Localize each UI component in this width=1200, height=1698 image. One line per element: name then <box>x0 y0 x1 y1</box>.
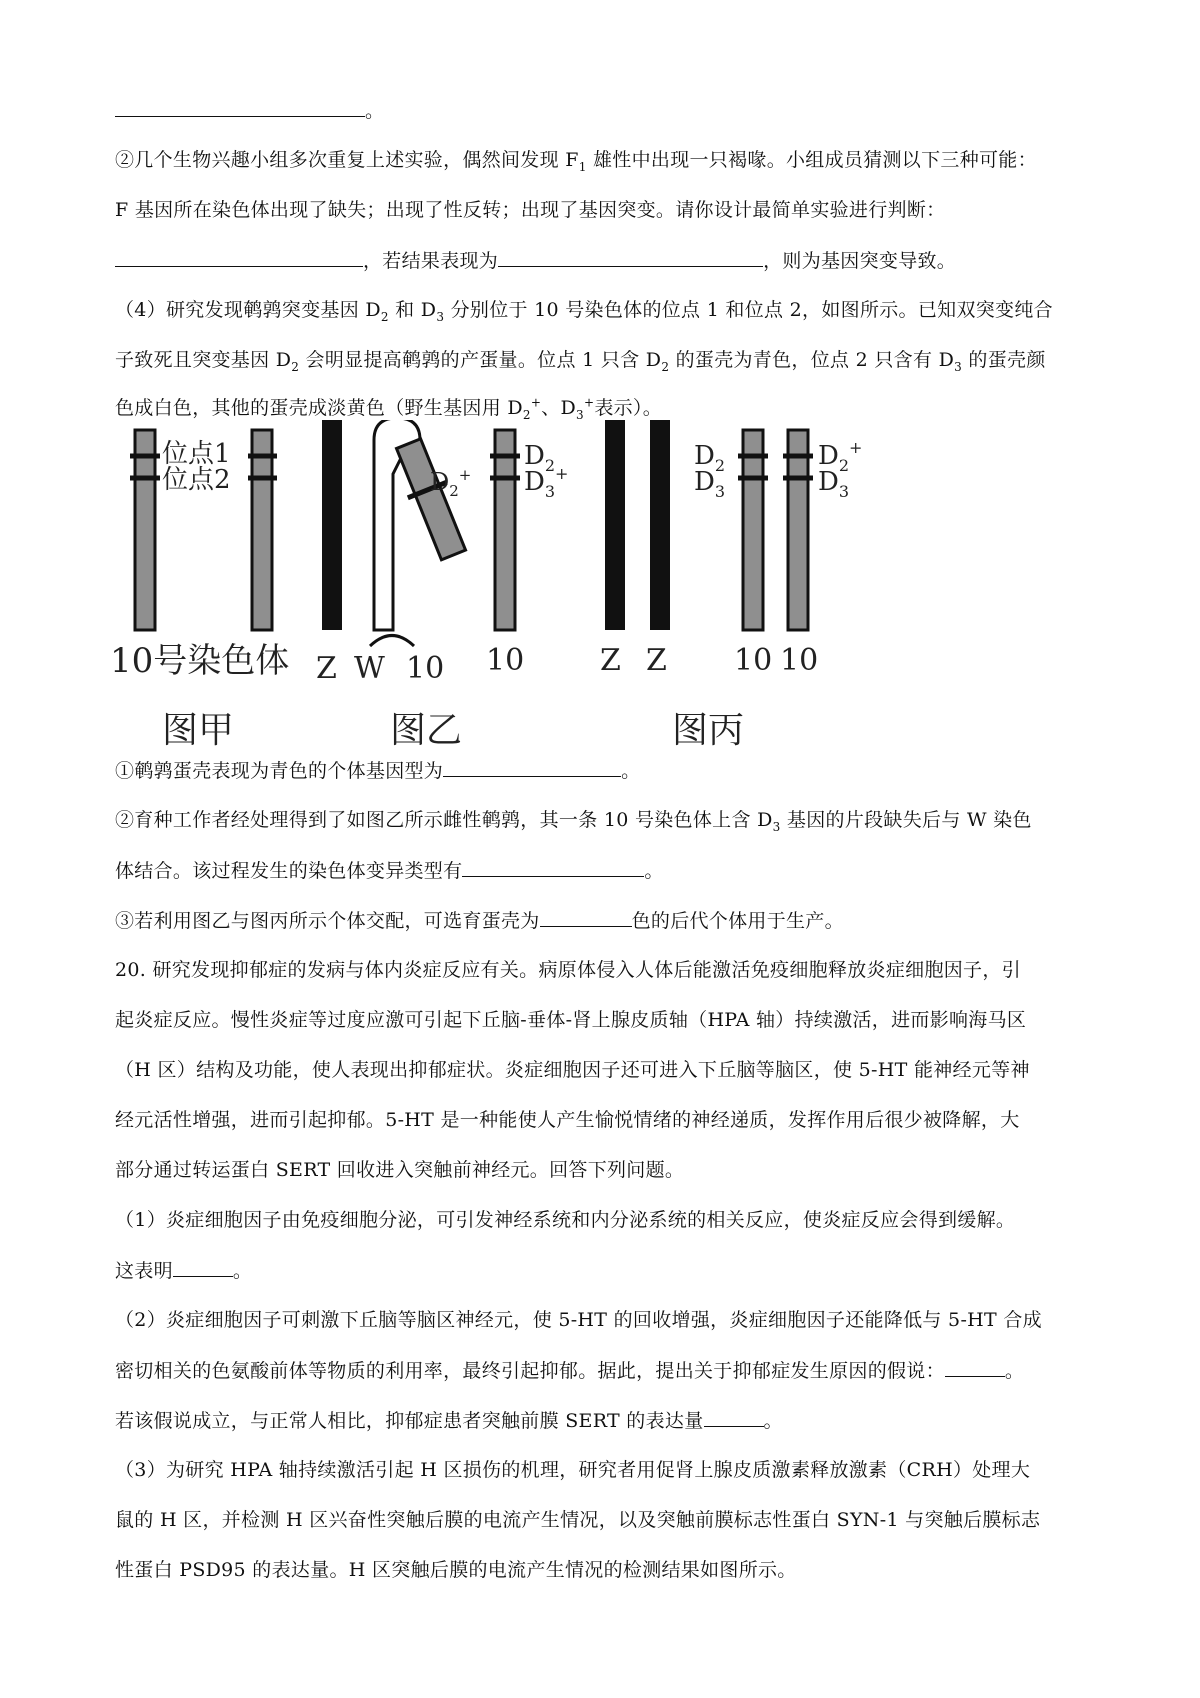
sub-question-1: ①鹌鹑蛋壳表现为青色的个体基因型为 。 <box>115 756 1100 785</box>
sub-question-3: ③若利用图乙与图丙所示个体交配，可选育蛋壳为 色的后代个体用于生产。 <box>115 906 1100 935</box>
figure-bing <box>600 420 862 750</box>
z-label-1: Z <box>600 643 621 678</box>
q20-part-3-line-1: （3）为研究 HPA 轴持续激活引起 H 区损伤的机理，研究者用促肾上腺皮质激素释放激素（CRH）处理大 <box>115 1459 1031 1481</box>
fused-10-fragment <box>389 436 473 563</box>
z-chromosome <box>322 420 342 630</box>
answer-blank[interactable] <box>462 856 644 877</box>
fusion-arc <box>370 636 414 647</box>
z-label-2: Z <box>646 643 667 678</box>
answer-blank[interactable] <box>115 96 365 117</box>
part-4-line-1: （4）研究发现鹌鹑突变基因 $D_2$ 和 $D_3$ 分别位于 10 号染色体的位点 1 和位点 2，如图所示。已知双突变纯合 <box>115 299 1053 324</box>
answer-blank[interactable] <box>115 246 363 267</box>
q20-part-1-line-2: 这表明 。 <box>115 1256 1100 1285</box>
z-label: Z <box>316 651 337 686</box>
q20-part-2-line-1: （2）炎症细胞因子可刺激下丘脑等脑区神经元，使 5-HT 的回收增强，炎症细胞因子还能降低与 5-HT 合成 <box>115 1309 1042 1331</box>
w-label: W <box>354 651 385 686</box>
q20-part-2-line-3: 若该假说成立，与正常人相比，抑郁症患者突触前膜 SERT 的表达量 。 <box>115 1406 1100 1435</box>
answer-line-0: 。 <box>115 96 1100 125</box>
bing-d2-plus-label: $D_2^+$ <box>818 438 863 475</box>
z-chromosome-1 <box>605 420 625 630</box>
question-2-line-2: F 基因所在染色体出现了缺失；出现了性反转；出现了基因突变。请你设计最简单实验进行判断： <box>115 199 946 221</box>
answer-blank[interactable] <box>443 756 621 777</box>
figure-jia <box>110 430 289 750</box>
question-20-line-4: 经元活性增强，进而引起抑郁。5-HT 是一种能使人产生愉悦情绪的神经递质，发挥作用后很少被降解，大 <box>115 1109 1020 1131</box>
figure-jia-caption: 图甲 <box>162 710 235 750</box>
answer-blank[interactable] <box>945 1356 1005 1377</box>
site2-label: 位点2 <box>162 465 231 495</box>
chromosome-figure <box>100 420 980 750</box>
ten-label-bing-2: 10 <box>780 643 819 678</box>
chromosome-10-bing-b <box>788 430 808 630</box>
question-2-line-3: ，若结果表现为 ，则为基因突变导致。 <box>115 246 1100 275</box>
chromosome-10-b <box>252 430 272 630</box>
sub-question-2-line-2: 体结合。该过程发生的染色体变异类型有 。 <box>115 856 1100 885</box>
q20-part-1-line-1: （1）炎症细胞因子由免疫细胞分泌，可引发神经系统和内分泌系统的相关反应，使炎症反应会得到缓解。 <box>115 1209 1016 1231</box>
d2-label: $D_2$ <box>524 441 556 475</box>
question-2-line-1: ②几个生物兴趣小组多次重复上述实验，偶然间发现 $F_1$ 雄性中出现一只褐喙。小组成员猜测以下三种可能： <box>115 149 1037 174</box>
chromosome-10-bing-a <box>743 430 763 630</box>
q20-part-3-line-3: 性蛋白 PSD95 的表达量。H 区突触后膜的电流产生情况的检测结果如图所示。 <box>115 1559 797 1581</box>
question-20-line-1: 20. 研究发现抑郁症的发病与体内炎症反应有关。病原体侵入人体后能激活免疫细胞释放炎症细胞因子，引 <box>115 959 1021 981</box>
chromosome-10-yi <box>495 430 515 630</box>
chromosome-10-label: 10号染色体 <box>110 641 290 681</box>
part-4-line-2: 子致死且突变基因 $D_2$ 会明显提高鹌鹑的产蛋量。位点 1 只含 $D_2$ 的蛋壳为青色，位点 2 只含有 $D_3$ 的蛋壳颜 <box>115 349 1046 374</box>
figure-bing-caption: 图丙 <box>672 710 745 750</box>
answer-blank[interactable] <box>173 1256 233 1277</box>
sub-question-2-line-1: ②育种工作者经处理得到了如图乙所示雌性鹌鹑，其一条 10 号染色体上含 $D_3$ 基因的片段缺失后与 W 染色 <box>115 809 1032 834</box>
d2-plus-label: $D_2^+$ <box>430 466 472 500</box>
question-20-line-5: 部分通过转运蛋白 SERT 回收进入突触前神经元。回答下列问题。 <box>115 1159 685 1181</box>
ten-label-bing-1: 10 <box>734 643 773 678</box>
answer-blank[interactable] <box>540 906 632 927</box>
z-chromosome-2 <box>650 420 670 630</box>
d3-plus-label: $D_3^+$ <box>524 464 569 501</box>
site1-label: 位点1 <box>162 439 231 469</box>
chromosome-10-a <box>135 430 155 630</box>
ten-label-right: 10 <box>486 643 525 678</box>
part-4-line-3: 色成白色，其他的蛋壳成淡黄色（野生基因用 $D_2^+$、$D_3^+$表示）。 <box>115 395 663 422</box>
question-20-line-3: （H 区）结构及功能，使人表现出抑郁症状。炎症细胞因子还可进入下丘脑等脑区，使 5-HT 能神经元等神 <box>115 1059 1030 1081</box>
bing-d3-label-right: $D_3$ <box>818 467 850 501</box>
bing-d3-label: $D_3$ <box>694 467 726 501</box>
answer-blank[interactable] <box>498 246 763 267</box>
answer-blank[interactable] <box>704 1406 764 1427</box>
figure-yi <box>316 420 568 750</box>
ten-label: 10 <box>406 651 445 686</box>
q20-part-3-line-2: 鼠的 H 区，并检测 H 区兴奋性突触后膜的电流产生情况，以及突触前膜标志性蛋白 SYN-1 与突触后膜标志 <box>115 1509 1041 1531</box>
q20-part-2-line-2: 密切相关的色氨酸前体等物质的利用率，最终引起抑郁。据此，提出关于抑郁症发生原因的假说： 。 <box>115 1356 1100 1385</box>
question-20-line-2: 起炎症反应。慢性炎症等过度应激可引起下丘脑-垂体-肾上腺皮质轴（HPA 轴）持续激活，进而影响海马区 <box>115 1009 1027 1031</box>
figure-yi-caption: 图乙 <box>390 710 463 750</box>
bing-d2-label: $D_2$ <box>694 441 726 475</box>
